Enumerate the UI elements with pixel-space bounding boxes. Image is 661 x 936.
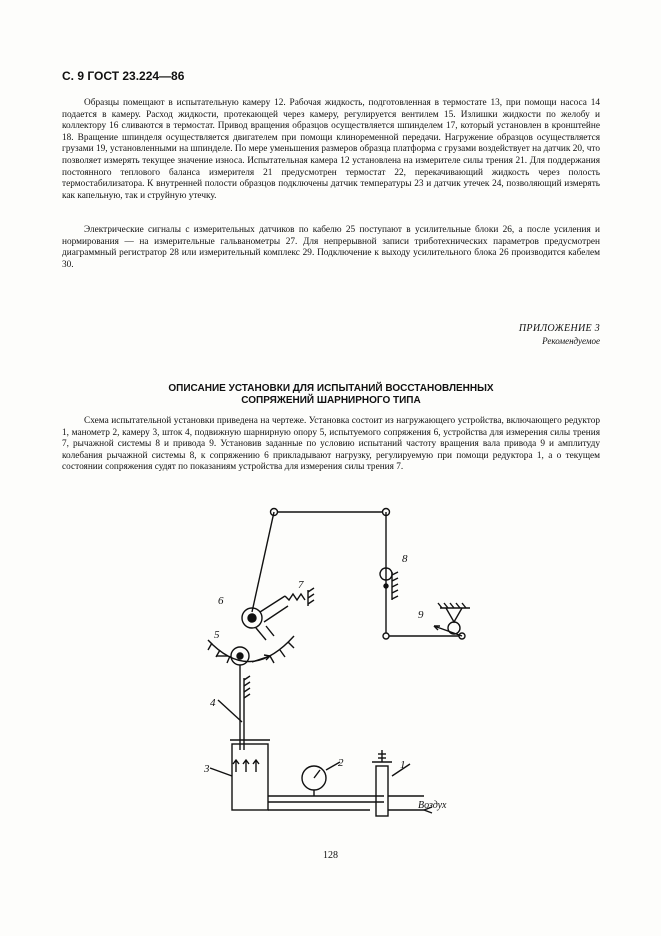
movable-support-5 xyxy=(208,636,294,678)
chamber-3 xyxy=(210,740,270,810)
lever-system-8 xyxy=(252,509,465,640)
label-9: 9 xyxy=(418,609,424,621)
manometer-2 xyxy=(302,762,340,796)
installation-diagram xyxy=(190,500,480,830)
drive-9 xyxy=(434,603,470,636)
paragraph-2 xyxy=(62,225,600,271)
label-3: 3 xyxy=(204,763,210,775)
section-title xyxy=(62,383,600,407)
paragraph-1 xyxy=(62,98,600,202)
appendix-label: ПРИЛОЖЕНИЕ 3 xyxy=(518,323,600,334)
label-2: 2 xyxy=(338,757,344,769)
label-7: 7 xyxy=(298,579,304,591)
paragraph-3 xyxy=(62,416,600,474)
paragraph-3-text: Схема испытательной установки приведена на чертеже. Установка состоит из нагружающего устройства, включающего редуктор 1, манометр 2, камеру 3, шток 4, подвижную шарнирную опору 5, испытуемого сопряжения 6, устройства для измерения силы трения 7, рычажной системы 8 и привода 9. Установив заданные по условию испытаний частоту вращения вала привода 9 и амплитуду колебания рычажной системы 8, к сопряжению 6 прикладывают нагрузку, регулируемую при помощи редуктора 1, а о текущем состоянии сопряжения судят по показаниям устройства для измерения силы трения 7. xyxy=(62,416,600,473)
paragraph-1-text: Образцы помещают в испытательную камеру 12. Рабочая жидкость, подготовленная в термостате 13, при помощи насоса 14 подается в камеру. Расход жидкости, протекающей через камеру, регулируется вентилем 15. Излишки жидкости по желобу и коллектору 16 сливаются в термостат. Привод вращения образцов осуществляется шпинделем 17, который установлен в кронштейне 18. Вращение шпинделя осуществляется двигателем при помощи клиноременной передачи. Нагружение образцов осуществляется грузами 19, установленными на шпинделе. По мере уменьшения размеров образца платформа с грузами воздействует на датчик 20, что позволяет измерять текущее значение износа. Испытательная камера 12 установлена на измерителе силы трения 21. Для поддержания постоянного теплового баланса измерителя 21 предусмотрен термостат 22, перекачивающий жидкость через полость термостабилизатора. К внутренней полости образцов подключены датчик температуры 23 и датчик утечек 24, позволяющий измерять как капельную, так и струйную утечку. xyxy=(62,98,600,201)
friction-meter-7 xyxy=(256,588,314,640)
rod-4 xyxy=(218,676,250,750)
pipeline xyxy=(268,796,384,810)
label-8: 8 xyxy=(402,553,408,565)
section-title-line-2: СОПРЯЖЕНИЙ ШАРНИРНОГО ТИПА xyxy=(241,395,421,406)
page-number: 128 xyxy=(323,850,338,861)
appendix-block xyxy=(519,323,600,346)
label-4: 4 xyxy=(210,697,216,709)
label-5: 5 xyxy=(214,629,220,641)
page-header: С. 9 ГОСТ 23.224—86 xyxy=(62,69,185,83)
label-6: 6 xyxy=(218,595,224,607)
tested-joint-6 xyxy=(242,596,288,628)
paragraph-2-text: Электрические сигналы с измерительных датчиков по кабелю 25 поступают в усилительные блоки 26, а после усиления и нормирования — на измерительные гальванометры 27. Для непрерывной записи триботехнических параметров предусмотрен диаграммный регистратор 28 или измерительный комплекс 29. Подключение к выходу усилительного блока 26 производится кабелем 30. xyxy=(62,225,600,270)
section-title-line-1: ОПИСАНИЕ УСТАНОВКИ ДЛЯ ИСПЫТАНИЙ ВОССТАНОВЛЕННЫХ xyxy=(168,383,494,394)
label-1: 1 xyxy=(400,759,406,771)
air-label: Воздух xyxy=(418,800,447,811)
appendix-note: Рекомендуемое xyxy=(542,336,600,346)
